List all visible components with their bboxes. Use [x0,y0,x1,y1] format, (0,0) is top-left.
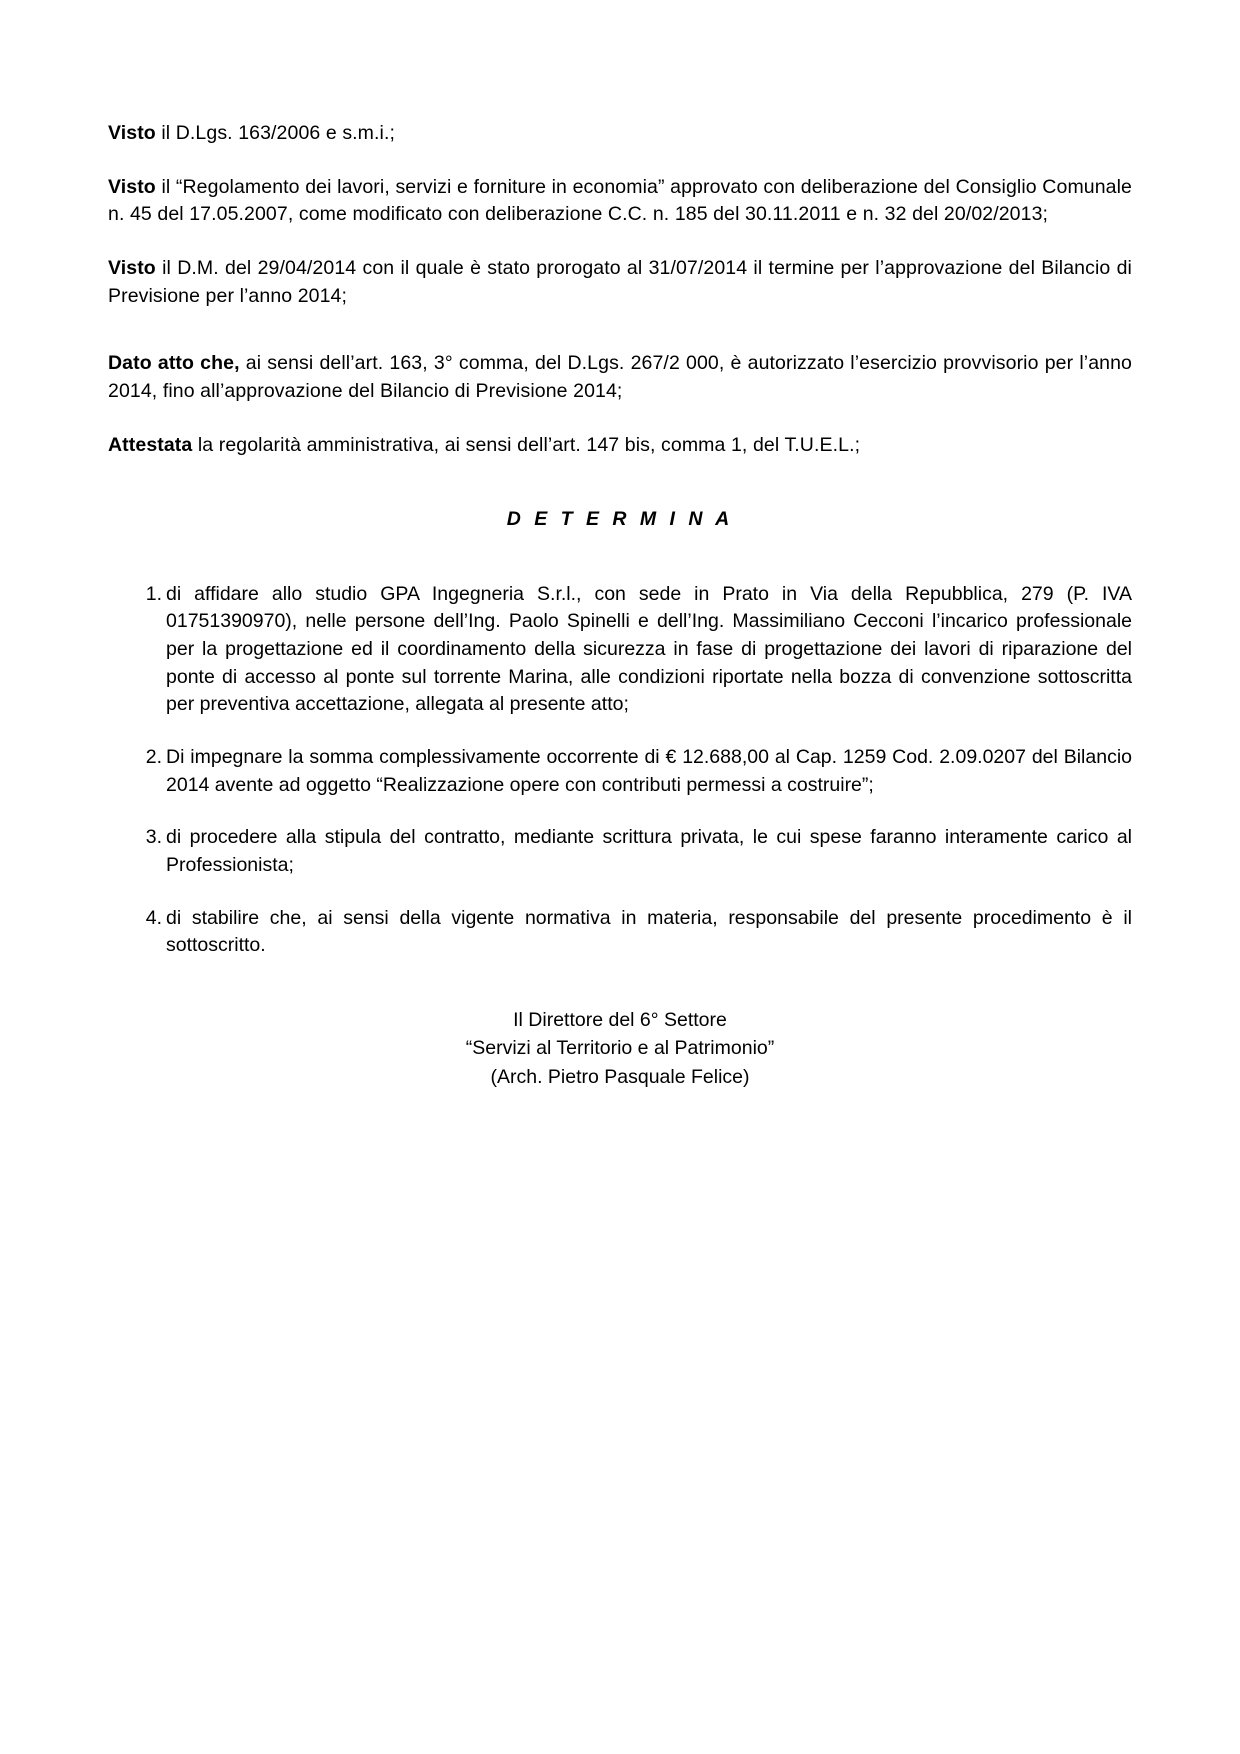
list-item [108,824,1132,879]
list-item-number: 2. [145,745,162,768]
paragraph-attestata [108,432,1132,460]
paragraph-text: la regolarità amministrativa, ai sensi dell’art. 147 bis, comma 1, del T.U.E.L.; [192,433,861,456]
list-item [108,581,1132,719]
list-item-number: 3. [145,826,162,849]
paragraph-visto-1 [108,120,1132,148]
signature-line-1: Il Direttore del 6° Settore [513,1009,727,1032]
signature-block [108,1006,1132,1091]
paragraph-text: il D.M. del 29/04/2014 con il quale è stato prorogato al 31/07/2014 il termine per l’approvazione del Bilancio di Previsione per l’anno 2014; [108,257,1132,307]
list-item [108,744,1132,799]
signature-line-3: (Arch. Pietro Pasquale Felice) [490,1065,750,1088]
list-item-text: di stabilire che, ai sensi della vigente normativa in materia, responsabile del presente procedimento è il sottoscritto. [166,906,1132,957]
paragraph-dato-atto-che [108,350,1132,405]
list-item [108,905,1132,960]
paragraph-lead: Visto [108,122,156,144]
signature-line-2: “Servizi al Territorio e al Patrimonio” [465,1037,775,1060]
list-item-text: Di impegnare la somma complessivamente occorrente di € 12.688,00 al Cap. 1259 Cod. 2.09.0207 del Bilancio 2014 avente ad oggetto “Realizzazione opere con contributi permessi a costruire”; [166,745,1132,796]
list-item-text: di affidare allo studio GPA Ingegneria S.r.l., con sede in Prato in Via della Repubblica, 279 (P. IVA 01751390970), nelle persone dell’Ing. Paolo Spinelli e dell’Ing. Massimiliano Cecconi l’incarico professionale per la progettazione ed il coordinamento della sicurezza in fase di progettazione dei lavori di riparazione del ponte di accesso al ponte sul torrente Marina, alle condizioni riportate nella bozza di convenzione sottoscritta per preventiva accettazione, allegata al presente atto; [166,582,1132,716]
paragraph-text: ai sensi dell’art. 163, 3° comma, del D.Lgs. 267/2 000, è autorizzato l’esercizio provvisorio per l’anno 2014, fino all’approvazione del Bilancio di Previsione 2014; [108,352,1132,403]
paragraph-visto-2 [108,174,1132,229]
paragraph-lead: Dato atto che, [108,352,240,375]
paragraph-lead: Visto [108,257,156,280]
determina-items-list [108,581,1132,961]
paragraph-text: il “Regolamento dei lavori, servizi e forniture in economia” approvato con deliberazione del Consiglio Comunale n. 45 del 17.05.2007, come modificato con deliberazione C.C. n. 185 del 30.11.2011 e n. 32 del 20/02/2013; [108,175,1132,226]
paragraph-visto-3 [108,255,1132,310]
paragraph-text: il D.Lgs. 163/2006 e s.m.i.; [155,122,396,144]
paragraph-lead: Attestata [108,433,193,456]
paragraph-lead: Visto [108,175,156,198]
determina-heading: D E T E R M I N A [506,507,734,530]
list-item-number: 1. [145,582,162,605]
list-item-number: 4. [145,906,162,929]
list-item-text: di procedere alla stipula del contratto, mediante scrittura privata, le cui spese faranno interamente carico al Professionista; [166,826,1132,876]
